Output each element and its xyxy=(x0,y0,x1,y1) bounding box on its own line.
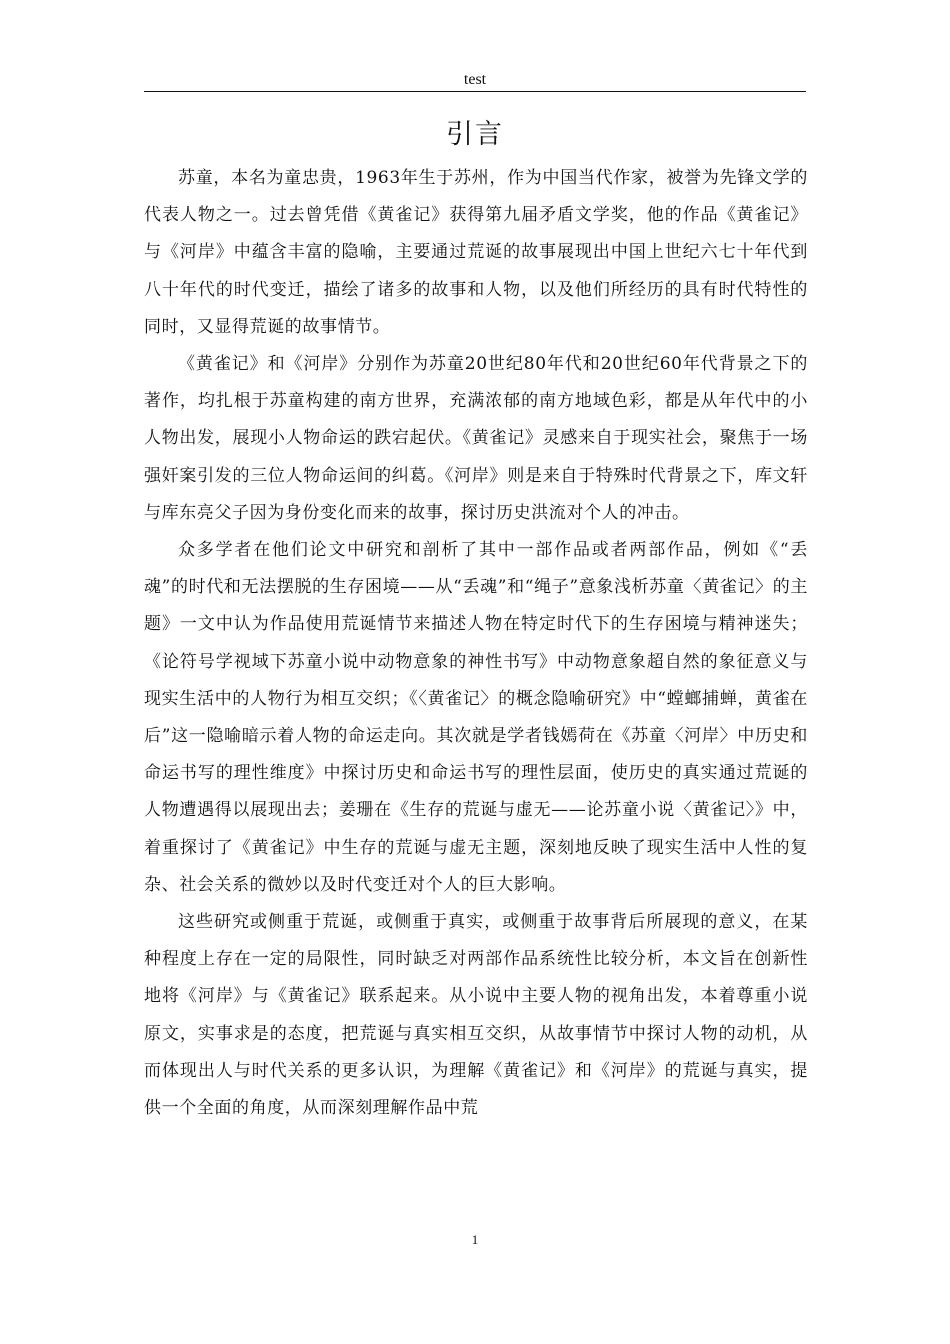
paragraph-3: 众多学者在他们论文中研究和剖析了其中一部作品或者两部作品，例如《“丢魂”的时代和无法摆脱的生存困境——从“丢魂”和“绳子”意象浅析苏童〈黄雀记〉的主题》一文中认为作品使用荒诞情节来描述人物在特定时代下的生存困境与精神迷失；《论符号学视域下苏童小说中动物意象的神性书写》中动物意象超自然的象征意义与现实生活中的人物行为相互交织；《〈黄雀记〉的概念隐喻研究》中“螳螂捕蝉，黄雀在后”这一隐喻暗示着人物的命运走向。其次就是学者钱嫣荷在《苏童〈河岸〉中历史和命运书写的理性维度》中探讨历史和命运书写的理性层面，使历史的真实通过荒诞的人物遭遇得以展现出去；姜珊在《生存的荒诞与虚无——论苏童小说〈黄雀记〉》中，着重探讨了《黄雀记》中生存的荒诞与虚无主题，深刻地反映了现实生活中人性的复杂、社会关系的微妙以及时代变迁对个人的巨大影响。 xyxy=(144,540,808,895)
paragraph-2: 《黄雀记》和《河岸》分别作为苏童20世纪80年代和20世纪60年代背景之下的著作，均扎根于苏童构建的南方世界，充满浓郁的南方地域色彩，都是从年代中的小人物出发，展现小人物命运的跌宕起伏。《黄雀记》灵感来自于现实社会，聚焦于一场强奸案引发的三位人物命运间的纠葛。《河岸》则是来自于特殊时代背景之下，库文轩与库东亮父子因为身份变化而来的故事，探讨历史洪流对个人的冲击。 xyxy=(144,354,808,523)
body-text xyxy=(144,160,808,1127)
page-header: test xyxy=(463,71,487,88)
paragraph-1: 苏童，本名为童忠贵，1963年生于苏州，作为中国当代作家，被誉为先锋文学的代表人物之一。过去曾凭借《黄雀记》获得第九届矛盾文学奖，他的作品《黄雀记》与《河岸》中蕴含丰富的隐喻，主要通过荒诞的故事展现出中国上世纪六七十年代到八十年代的时代变迁，描绘了诸多的故事和人物，以及他们所经历的具有时代特性的同时，又显得荒诞的故事情节。 xyxy=(144,168,808,337)
header-divider xyxy=(144,91,806,92)
paragraph-4: 这些研究或侧重于荒诞，或侧重于真实，或侧重于故事背后所展现的意义，在某种程度上存在一定的局限性，同时缺乏对两部作品系统性比较分析，本文旨在创新性地将《河岸》与《黄雀记》联系起来。从小说中主要人物的视角出发，本着尊重小说原文，实事求是的态度，把荒诞与真实相互交织，从故事情节中探讨人物的动机，从而体现出人与时代关系的更多认识，为理解《黄雀记》和《河岸》的荒诞与真实，提供一个全面的角度，从而深刻理解作品中荒 xyxy=(144,912,808,1119)
page-number: 1 xyxy=(471,1232,479,1247)
section-title: 引言 xyxy=(446,119,504,150)
